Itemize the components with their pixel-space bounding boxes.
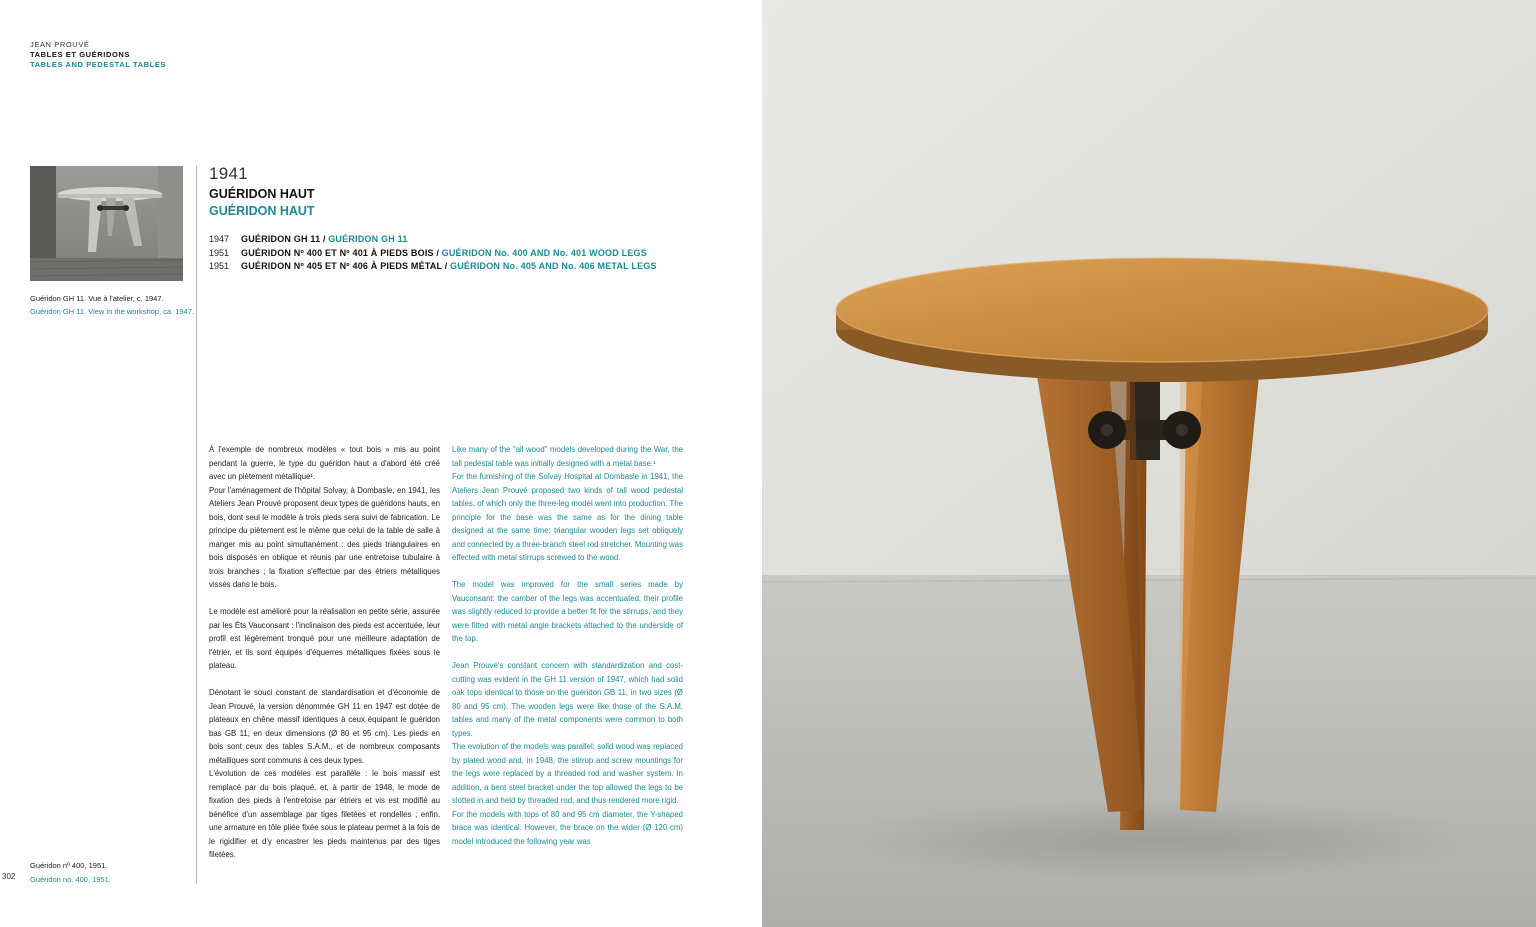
photo-caption-en: Guéridon no. 400, 1951. [30,874,111,884]
model-name-fr: GUÉRIDON Nº 405 ET Nº 406 À PIEDS MÉTAL / [241,261,448,271]
running-head-title-fr: TABLES ET GUÉRIDONS [30,50,131,59]
page-number: 302 [2,872,16,881]
paragraph: Like many of the "all wood" models developed during the War, the tall pedestal table was initially designed with a metal base.¹ [452,445,683,468]
paragraph: For the furnishing of the Solvay Hospital at Dombasle in 1941, the Ateliers Jean Prouvé proposed two kinds of tall wood pedestal tables, of which only the three-leg model went into production. The principle for the base was the same as for the dining table designed at the same time: triangular wooden legs set obliquely and connected by a three-branch steel rod stretcher. Mounting was effected with metal stirrups screwed to the wood. [452,472,684,562]
paragraph: Le modèle est amélioré pour la réalisation en petite série, assurée par les Éts Vauconsant : l'inclinaison des pieds est accentuée, leur profil est légèrement tronqué pour une meilleure adaptation de l'étrier, et ils sont équipés d'équerres métalliques fixées sous le plateau. [209,607,440,670]
column-divider [196,166,197,884]
paragraph: À l'exemple de nombreux modèles « tout bois » mis au point pendant la guerre, le type du guéridon haut a d'abord été créé avec un piètement métallique¹. [209,445,440,481]
paragraph: Jean Prouvé's constant concern with standardization and cost-cutting was evident in the GH 11 version of 1947, which had solid oak tops identical to those on the guéridon GB 11, in two sizes (Ø 80 and 95 cm). The wooden legs were like those of the S.A.M. tables and many of the metal components were common to both types. [452,661,683,738]
model-row [209,247,657,261]
running-head-title-en: TABLES AND PEDESTAL TABLES [30,60,167,69]
running-head-author: JEAN PROUVÉ [30,40,90,49]
table-photograph [762,0,1536,927]
photo-caption-fr: Guéridon nº 400, 1951. [30,861,108,870]
gueridon-table-photo [762,0,1536,927]
body-text-french [209,443,440,862]
model-name-en: GUÉRIDON No. 405 AND No. 406 METAL LEGS [450,261,657,271]
thumbnail-caption-en: Guéridon GH 11. View in the workshop, ca. 1947. [30,307,194,316]
model-name-en: GUÉRIDON No. 400 AND No. 401 WOOD LEGS [441,247,647,258]
photo-caption [30,859,111,886]
entry-title-fr: GUÉRIDON HAUT [209,187,315,201]
model-name-fr: GUÉRIDON Nº 400 ET Nº 401 À PIEDS BOIS / [241,247,440,258]
model-list [209,233,657,274]
entry-title-en: GUÉRIDON HAUT [209,204,315,218]
model-year: 1951 [209,261,230,271]
model-row [209,233,657,247]
paragraph: Dénotant le souci constant de standardisation et d'économie de Jean Prouvé, la version dénommée GH 11 en 1947 est dotée de plateaux en chêne massif identiques à ceux équipant le guéridon bas GB 11, en deux dimensions (Ø 80 et 95 cm). Les pieds en bois sont ceux des tables S.A.M., et de nombreux composants métalliques sont communs à ces deux types. [209,688,440,765]
model-year: 1951 [209,247,230,258]
paragraph: The model was improved for the small series made by Vauconsant: the camber of the legs was accentuated, their profile was slightly reduced to provide a better fit for the stirrups, and they were fitted with metal angle brackets attached to the underside of the top. [452,580,683,643]
model-year: 1947 [209,234,230,244]
left-page [0,0,762,927]
paragraph: The evolution of the models was parallel: solid wood was replaced by plated wood and, in 1948, the stirrup and screw mountings for the legs were replaced by a threaded rod and washer system. In addition, a bent steel bracket under the top allowed the legs to be slotted in and held by threaded rod, and thus rendered more rigid. [452,742,683,805]
body-text-english [452,443,683,848]
model-name-fr: GUÉRIDON GH 11 / [241,234,326,244]
paragraph: For the models with tops of 80 and 95 cm diameter, the Y-shaped brace was identical. However, the brace on the wider (Ø 120 cm) model introduced the following year was [452,809,683,846]
thumbnail-caption [30,292,200,318]
workshop-photo-thumbnail [30,166,183,281]
paragraph: Pour l'aménagement de l'hôpital Solvay, à Dombasle, en 1941, les Ateliers Jean Prouvé proposent deux types de guéridons hauts, en bois, dont seul le modèle à trois pieds sera suivi de fabrication. Le principe du piètement est le même que celui de la table de salle à manger mis au point simultanément : des pieds triangulaires en bois disposés en oblique et réunis par une entretoise tubulaire à trois branches ; la fixation s'effectue par des étriers métalliques vissés dans le bois. [209,485,440,589]
paragraph: L'évolution de ces modèles est parallèle : le bois massif est remplacé par du bois plaqué, et, à partir de 1948, le mode de fixation des pieds à l'entretoise par étriers et vis est modifié au bénéfice d'un assemblage par tiges filetées et rondelles ; enfin, une armature en tôle pliée fixée sous le plateau permet à la fois de le rigidifier et d'y encastrer les pieds maintenus par des tiges filetées. [209,769,440,859]
entry-year: 1941 [209,164,249,183]
model-row [209,260,657,274]
thumbnail-caption-fr: Guéridon GH 11. Vue à l'atelier, c. 1947. [30,294,164,303]
entry-heading [209,164,657,274]
running-head [30,40,166,70]
model-name-en: GUÉRIDON GH 11 [328,234,408,244]
